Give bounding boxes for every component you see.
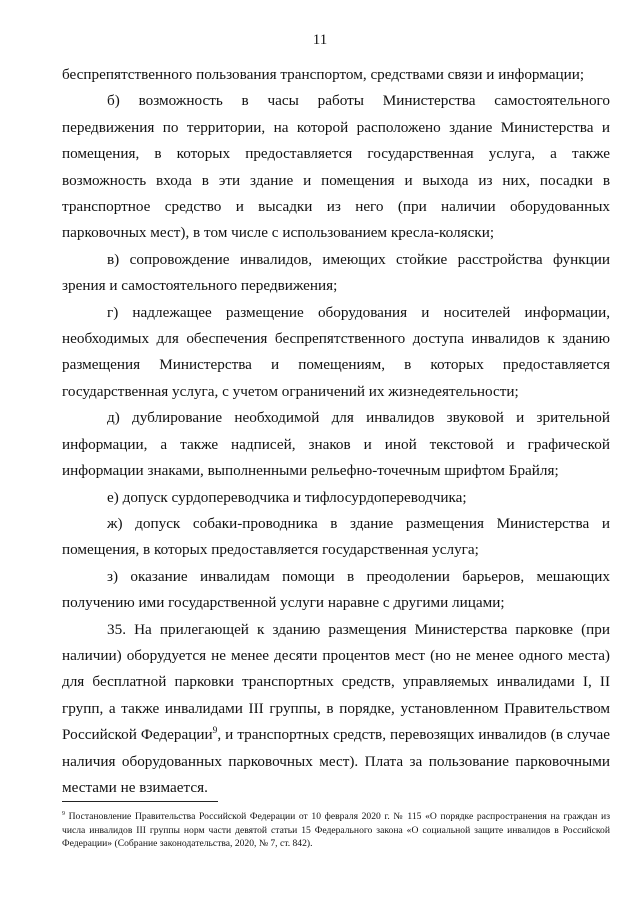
- page-number: 11: [312, 32, 328, 48]
- paragraph-item-zh: ж) допуск собаки-проводника в здание размещения Министерства и помещения, в которых предоставляется государственная услуга;: [62, 514, 610, 559]
- paragraph-continuation: беспрепятственного пользования транспортом, средствами связи и информации;: [62, 66, 585, 83]
- footnote: [62, 810, 610, 851]
- paragraph-item-d: д) дублирование необходимой для инвалидов звуковой и зрительной информации, а также надписей, знаков и иной текстовой и графической информации знаками, выполненными рельефно-точечным шрифтом Брайля;: [62, 409, 610, 480]
- paragraph-item-b: б) возможность в часы работы Министерства самостоятельного передвижения по территории, на которой расположено здание Министерства и помещения, в которых предоставляется государственная услуга, а также возможность входа в эти здание и помещения и выхода из них, посадки в транспортное средство и высадки из него (при наличии оборудованных парковочных мест), в том числе с использованием кресла-коляски;: [62, 92, 610, 242]
- paragraph-item-e: е) допуск сурдопереводчика и тифлосурдопереводчика;: [107, 488, 467, 506]
- paragraph-item-z: з) оказание инвалидам помощи в преодолении барьеров, мешающих получению ими государственной услуги наравне с другими лицами;: [62, 567, 610, 612]
- footnote-divider: [62, 801, 218, 802]
- document-body: [62, 62, 610, 801]
- paragraph-35-text-start: 35. На прилегающей к зданию размещения Министерства парковке (при наличии) оборудуется не менее десяти процентов мест (но не менее одного места) для бесплатной парковки транспортных средств, управляемых инвалидами I, II групп, а также инвалидами III группы, в порядке, установленном Правительством Российской Федерации: [62, 620, 610, 744]
- paragraph-item-g: г) надлежащее размещение оборудования и носителей информации, необходимых для обеспечения беспрепятственного доступа инвалидов к зданию размещения Министерства и помещениям, в которых предоставляется государственная услуга, с учетом ограничений их жизнедеятельности;: [62, 303, 610, 400]
- paragraph-item-v: в) сопровождение инвалидов, имеющих стойкие расстройства функции зрения и самостоятельного передвижения;: [62, 250, 610, 295]
- paragraph-35: [62, 617, 610, 802]
- footnote-reference[interactable]: 9: [212, 726, 218, 737]
- footnote-text: Постановление Правительства Российской Федерации от 10 февраля 2020 г. № 115 «О порядке распространения на граждан из числа инвалидов III группы норм части девятой статьи 15 Федерального закона «О социальной защите инвалидов в Российской Федерации» (Собрание законодательства, 2020, № 7, ст. 842).: [62, 811, 610, 849]
- paragraph-35-text-end: , и транспортных средств, перевозящих инвалидов (в случае наличия оборудованных парковочных мест). Плата за пользование парковочными местами не взимается.: [62, 726, 611, 796]
- footnote-marker: 9: [62, 810, 65, 817]
